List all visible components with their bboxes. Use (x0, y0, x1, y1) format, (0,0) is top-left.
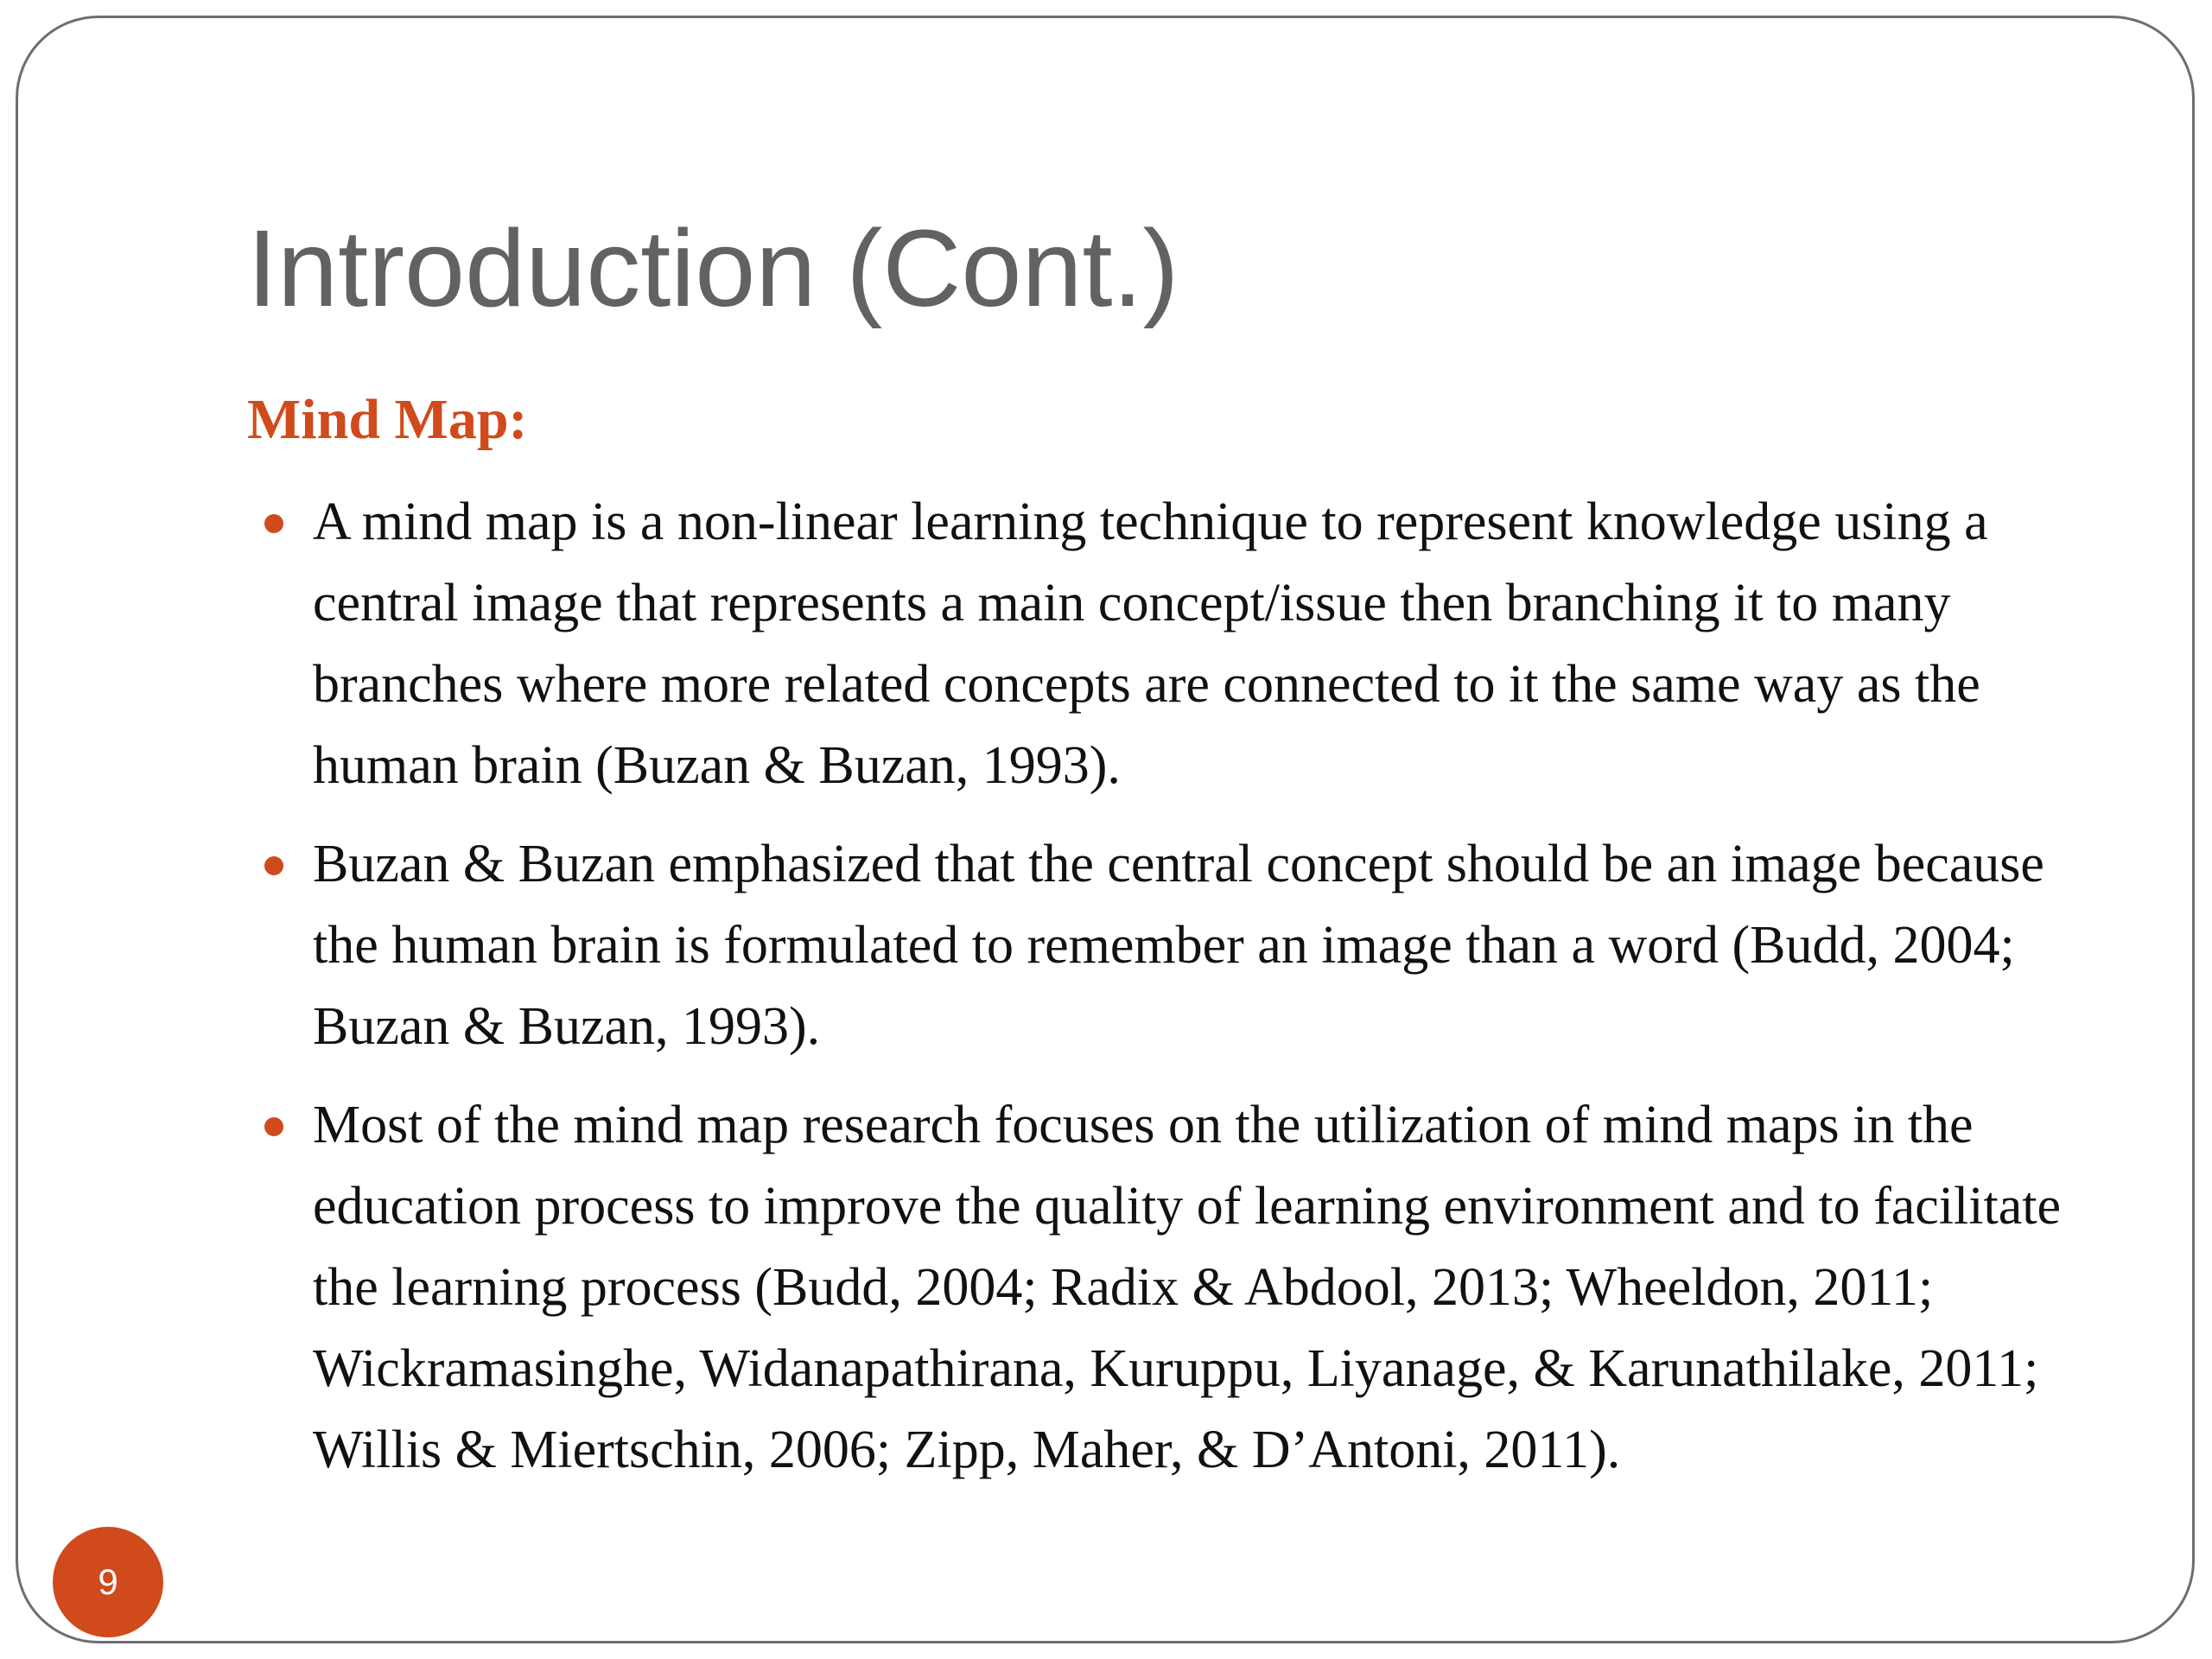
slide (16, 16, 2195, 1643)
bullet-dot-icon (264, 856, 283, 875)
section-subheading: Mind Map: (247, 388, 528, 451)
slide-title: Introduction (Cont.) (247, 207, 1179, 329)
bullet-text: Buzan & Buzan emphasized that the central concept should be an image because the human brain is formulated to remember an image than a word (Budd, 2004; Buzan & Buzan, 1993). (313, 835, 2044, 1056)
bullet-dot-icon (264, 514, 283, 533)
bullet-dot-icon (264, 1117, 283, 1136)
bullet-text: Most of the mind map research focuses on the utilization of mind maps in the education process to improve the quality of learning environment and to facilitate the learning process (Budd, 2004; Radix & Abdool, 2013; Wheeldon, 2011; Wickramasinghe, Widanapathirana, Kuruppu, Liyanage, & Karunathilake, 2011; Willis & Miertschin, 2006; Zipp, Maher, & D’Antoni, 2011). (313, 1096, 2061, 1479)
bullet-text: A mind map is a non-linear learning technique to represent knowledge using a central image that represents a main concept/issue then branching it to many branches where more related concepts are connected to it the same way as the human brain (Buzan & Buzan, 1993). (313, 493, 1988, 795)
bullet-item (247, 481, 2092, 806)
bullet-item (247, 1084, 2092, 1491)
bullet-item (247, 823, 2092, 1067)
page-number-badge: 9 (53, 1527, 163, 1637)
bullet-list (247, 481, 2092, 1508)
